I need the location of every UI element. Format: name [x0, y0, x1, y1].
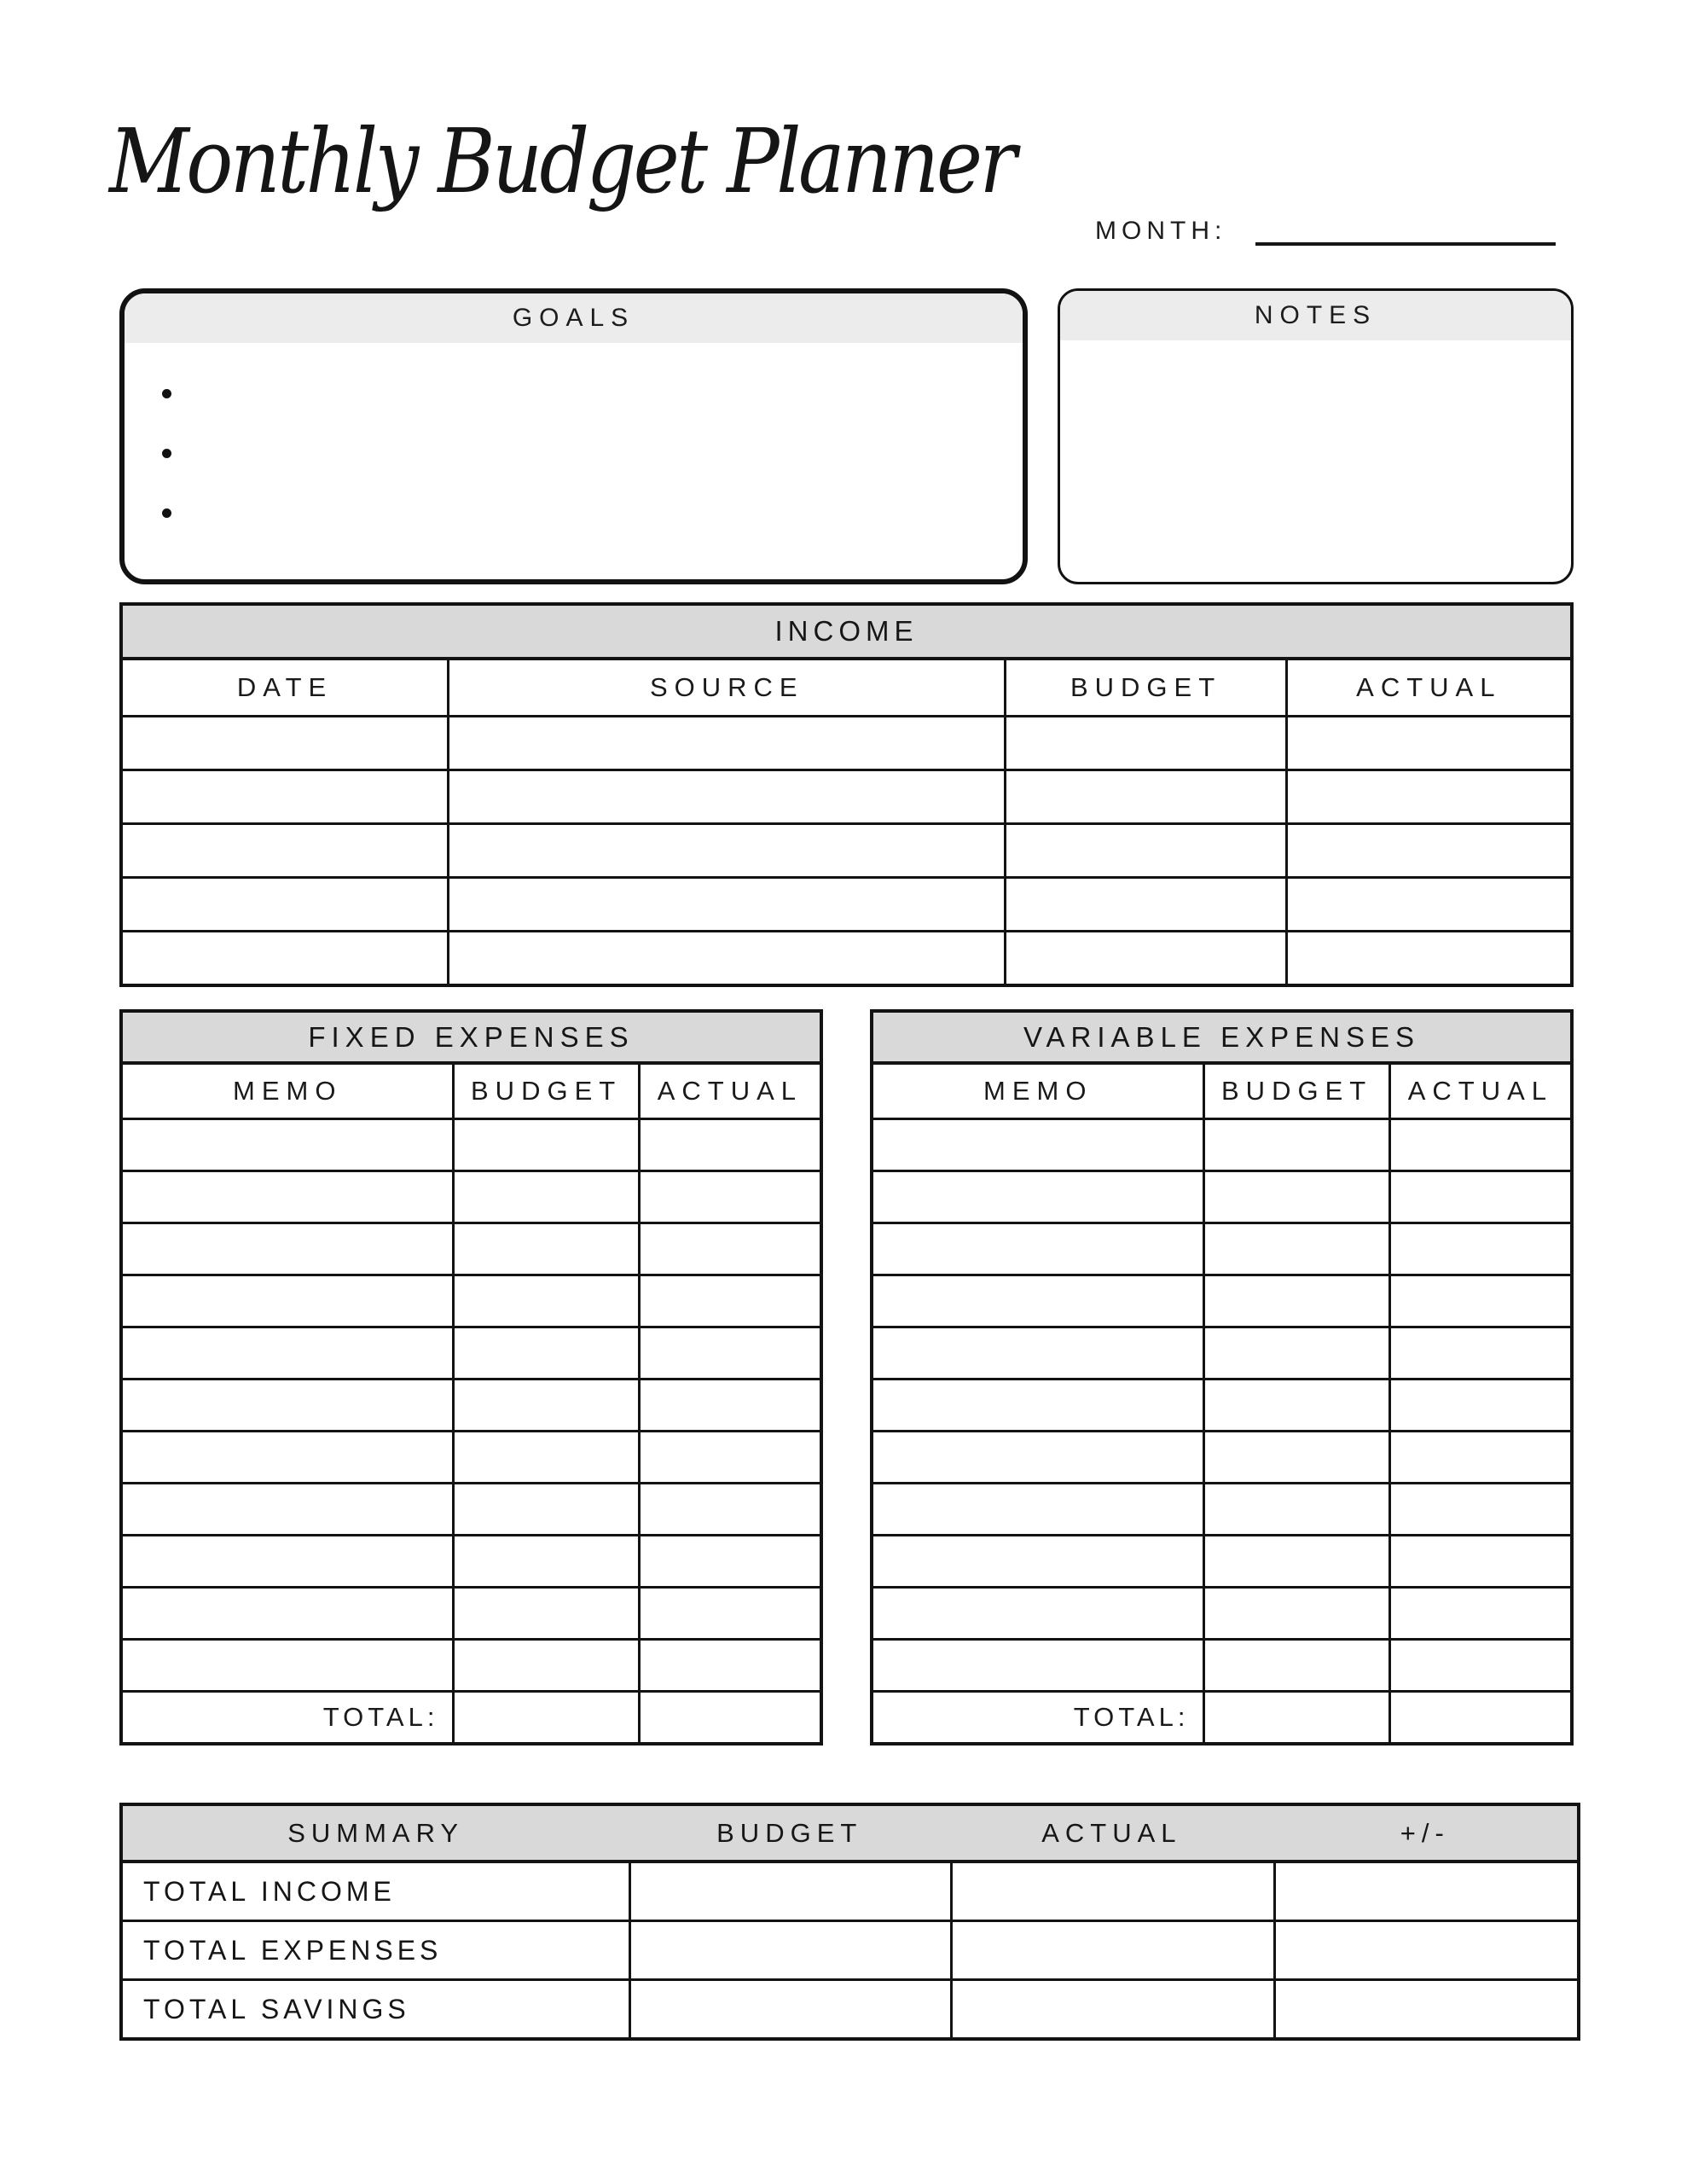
summary-budget-cell: [629, 1922, 950, 1978]
summary-actual-cell: [950, 1981, 1273, 2037]
fixed-expenses-title: FIXED EXPENSES: [123, 1013, 820, 1065]
fixed-total-actual-cell: [638, 1693, 820, 1742]
summary-plusminus-cell: [1273, 1981, 1577, 2037]
variable-expenses-empty-row: [873, 1586, 1570, 1638]
fixed-memo-cell: [123, 1328, 452, 1378]
variable-total-actual-cell: [1388, 1693, 1570, 1742]
summary-plusminus-cell: [1273, 1863, 1577, 1920]
fixed-expenses-empty-row: [123, 1482, 820, 1534]
summary-col-actual: ACTUAL: [1041, 1817, 1182, 1848]
income-col-date: DATE: [236, 672, 333, 702]
summary-row-total-income: [123, 1863, 1577, 1920]
fixed-expenses-empty-row: [123, 1170, 820, 1222]
variable-memo-cell: [873, 1641, 1203, 1690]
fixed-actual-cell: [638, 1432, 820, 1482]
summary-actual-cell: [950, 1863, 1273, 1920]
fixed-memo-cell: [123, 1120, 452, 1170]
variable-memo-cell: [873, 1328, 1203, 1378]
fixed-budget-cell: [452, 1328, 637, 1378]
month-field: [1095, 208, 1556, 246]
variable-budget-cell: [1203, 1484, 1388, 1534]
variable-actual-cell: [1388, 1484, 1570, 1534]
fixed-actual-cell: [638, 1484, 820, 1534]
variable-budget-cell: [1203, 1328, 1388, 1378]
fixed-actual-cell: [638, 1276, 820, 1326]
month-label: MONTH:: [1095, 217, 1227, 245]
summary-label: TOTAL SAVINGS: [143, 1993, 410, 2024]
fixed-memo-cell: [123, 1641, 452, 1690]
variable-actual-cell: [1388, 1276, 1570, 1326]
variable-memo-cell: [873, 1432, 1203, 1482]
fixed-expenses-empty-row: [123, 1534, 820, 1586]
variable-actual-cell: [1388, 1380, 1570, 1430]
fixed-expenses-empty-row: [123, 1326, 820, 1378]
summary-label: TOTAL INCOME: [143, 1875, 396, 1907]
variable-memo-cell: [873, 1120, 1203, 1170]
income-source-cell: [447, 879, 1004, 930]
goals-panel: [119, 288, 1028, 584]
fixed-expenses-empty-row: [123, 1638, 820, 1690]
income-table: [119, 602, 1574, 987]
fixed-expenses-header-row: [123, 1065, 820, 1118]
income-budget-cell: [1004, 932, 1284, 984]
income-col-source: SOURCE: [447, 660, 1004, 715]
goals-panel-header: GOALS: [125, 293, 1023, 343]
fixed-total-budget-cell: [452, 1693, 637, 1742]
variable-budget-cell: [1203, 1641, 1388, 1690]
fixed-memo-cell: [123, 1380, 452, 1430]
variable-memo-cell: [873, 1172, 1203, 1222]
summary-table: [119, 1803, 1580, 2041]
summary-row-total-expenses: [123, 1920, 1577, 1978]
income-empty-row: [123, 822, 1570, 876]
income-source-cell: [447, 825, 1004, 876]
variable-expenses-empty-row: [873, 1274, 1570, 1326]
month-blank-line: [1255, 208, 1556, 246]
fixed-budget-cell: [452, 1380, 637, 1430]
variable-actual-cell: [1388, 1120, 1570, 1170]
variable-expenses-empty-row: [873, 1534, 1570, 1586]
fixed-col-actual: ACTUAL: [638, 1065, 820, 1118]
fixed-actual-cell: [638, 1589, 820, 1638]
fixed-budget-cell: [452, 1224, 637, 1274]
income-date-cell: [123, 825, 447, 876]
fixed-col-memo: MEMO: [233, 1076, 343, 1106]
fixed-expenses-empty-row: [123, 1586, 820, 1638]
variable-expenses-empty-row: [873, 1430, 1570, 1482]
income-empty-row: [123, 715, 1570, 769]
summary-budget-cell: [629, 1981, 950, 2037]
income-actual-cell: [1285, 771, 1570, 822]
variable-actual-cell: [1388, 1536, 1570, 1586]
variable-total-label: TOTAL:: [1073, 1702, 1190, 1732]
income-budget-cell: [1004, 771, 1284, 822]
variable-actual-cell: [1388, 1641, 1570, 1690]
variable-expenses-empty-row: [873, 1170, 1570, 1222]
income-actual-cell: [1285, 717, 1570, 769]
fixed-actual-cell: [638, 1120, 820, 1170]
variable-actual-cell: [1388, 1589, 1570, 1638]
variable-expenses-empty-row: [873, 1222, 1570, 1274]
variable-expenses-table: [870, 1009, 1574, 1745]
variable-budget-cell: [1203, 1276, 1388, 1326]
variable-expenses-empty-row: [873, 1638, 1570, 1690]
income-date-cell: [123, 932, 447, 984]
variable-budget-cell: [1203, 1120, 1388, 1170]
fixed-budget-cell: [452, 1172, 637, 1222]
variable-expenses-empty-row: [873, 1378, 1570, 1430]
summary-header-row: [123, 1806, 1577, 1863]
summary-col-label: SUMMARY: [287, 1817, 465, 1848]
variable-col-budget: BUDGET: [1203, 1065, 1388, 1118]
income-budget-cell: [1004, 879, 1284, 930]
income-header-row: [123, 660, 1570, 715]
fixed-expenses-empty-row: [123, 1430, 820, 1482]
income-actual-cell: [1285, 825, 1570, 876]
fixed-expenses-total-row: [123, 1690, 820, 1742]
fixed-expenses-empty-row: [123, 1118, 820, 1170]
income-budget-cell: [1004, 825, 1284, 876]
variable-budget-cell: [1203, 1432, 1388, 1482]
variable-expenses-title: VARIABLE EXPENSES: [873, 1013, 1570, 1065]
goal-bullet-icon: [162, 389, 171, 398]
variable-expenses-total-row: [873, 1690, 1570, 1742]
variable-budget-cell: [1203, 1172, 1388, 1222]
fixed-actual-cell: [638, 1380, 820, 1430]
summary-row-total-savings: [123, 1978, 1577, 2037]
variable-actual-cell: [1388, 1224, 1570, 1274]
variable-memo-cell: [873, 1484, 1203, 1534]
summary-col-plusminus: +/-: [1400, 1817, 1450, 1848]
income-empty-row: [123, 769, 1570, 822]
goal-bullet-icon: [162, 508, 171, 518]
income-empty-row: [123, 876, 1570, 930]
notes-panel: [1058, 288, 1574, 584]
income-source-cell: [447, 932, 1004, 984]
variable-expenses-header-row: [873, 1065, 1570, 1118]
summary-col-budget: BUDGET: [716, 1817, 863, 1848]
fixed-expenses-empty-row: [123, 1378, 820, 1430]
income-actual-cell: [1285, 932, 1570, 984]
fixed-budget-cell: [452, 1641, 637, 1690]
goal-bullet-icon: [162, 449, 171, 458]
fixed-expenses-table: [119, 1009, 823, 1745]
income-col-budget: BUDGET: [1004, 660, 1284, 715]
fixed-memo-cell: [123, 1589, 452, 1638]
fixed-memo-cell: [123, 1536, 452, 1586]
page-title: Monthly Budget Planner: [109, 109, 1014, 213]
fixed-actual-cell: [638, 1224, 820, 1274]
variable-actual-cell: [1388, 1432, 1570, 1482]
goals-bullet-list: [162, 389, 171, 518]
fixed-col-budget: BUDGET: [452, 1065, 637, 1118]
fixed-budget-cell: [452, 1120, 637, 1170]
summary-budget-cell: [629, 1863, 950, 1920]
fixed-memo-cell: [123, 1224, 452, 1274]
variable-col-memo: MEMO: [983, 1076, 1093, 1106]
income-source-cell: [447, 771, 1004, 822]
fixed-memo-cell: [123, 1432, 452, 1482]
variable-memo-cell: [873, 1276, 1203, 1326]
fixed-memo-cell: [123, 1276, 452, 1326]
fixed-budget-cell: [452, 1536, 637, 1586]
notes-panel-header: NOTES: [1060, 291, 1571, 340]
variable-expenses-empty-row: [873, 1482, 1570, 1534]
variable-budget-cell: [1203, 1224, 1388, 1274]
variable-actual-cell: [1388, 1172, 1570, 1222]
fixed-expenses-empty-row: [123, 1274, 820, 1326]
income-budget-cell: [1004, 717, 1284, 769]
income-table-title: INCOME: [123, 606, 1570, 660]
variable-expenses-empty-row: [873, 1118, 1570, 1170]
fixed-memo-cell: [123, 1172, 452, 1222]
variable-total-budget-cell: [1203, 1693, 1388, 1742]
income-date-cell: [123, 717, 447, 769]
fixed-actual-cell: [638, 1536, 820, 1586]
variable-memo-cell: [873, 1536, 1203, 1586]
variable-memo-cell: [873, 1380, 1203, 1430]
summary-plusminus-cell: [1273, 1922, 1577, 1978]
fixed-budget-cell: [452, 1484, 637, 1534]
variable-budget-cell: [1203, 1536, 1388, 1586]
variable-memo-cell: [873, 1589, 1203, 1638]
variable-budget-cell: [1203, 1380, 1388, 1430]
fixed-actual-cell: [638, 1641, 820, 1690]
fixed-actual-cell: [638, 1328, 820, 1378]
variable-budget-cell: [1203, 1589, 1388, 1638]
income-empty-row: [123, 930, 1570, 984]
income-date-cell: [123, 879, 447, 930]
variable-col-actual: ACTUAL: [1388, 1065, 1570, 1118]
summary-label: TOTAL EXPENSES: [143, 1934, 443, 1966]
income-col-actual: ACTUAL: [1285, 660, 1570, 715]
fixed-budget-cell: [452, 1432, 637, 1482]
income-actual-cell: [1285, 879, 1570, 930]
fixed-total-label: TOTAL:: [322, 1702, 439, 1732]
fixed-memo-cell: [123, 1484, 452, 1534]
fixed-budget-cell: [452, 1276, 637, 1326]
variable-memo-cell: [873, 1224, 1203, 1274]
fixed-expenses-empty-row: [123, 1222, 820, 1274]
variable-actual-cell: [1388, 1328, 1570, 1378]
income-source-cell: [447, 717, 1004, 769]
fixed-budget-cell: [452, 1589, 637, 1638]
fixed-actual-cell: [638, 1172, 820, 1222]
summary-actual-cell: [950, 1922, 1273, 1978]
income-date-cell: [123, 771, 447, 822]
variable-expenses-empty-row: [873, 1326, 1570, 1378]
